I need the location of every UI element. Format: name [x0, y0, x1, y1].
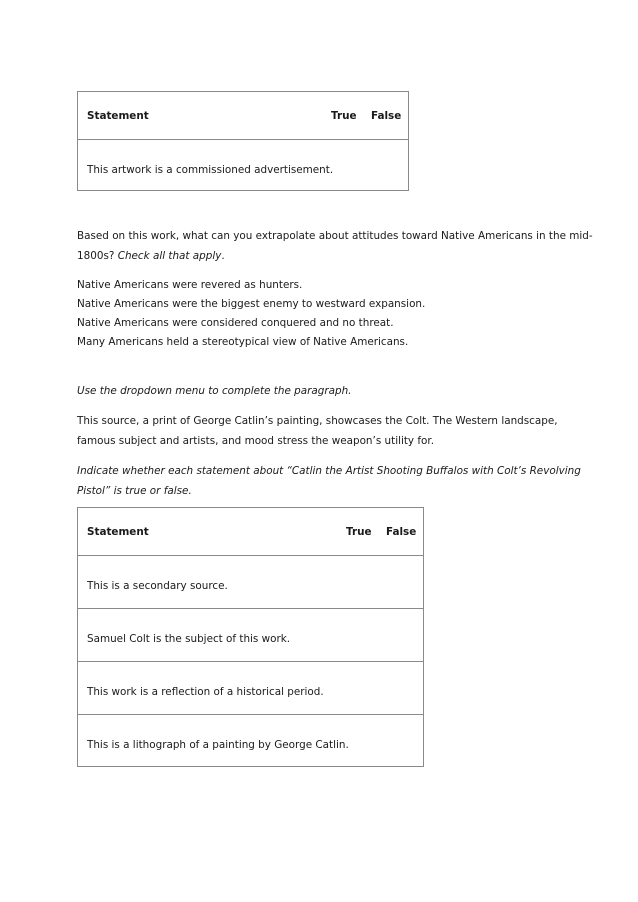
statement-table-1 [77, 91, 409, 191]
statement-text: This is a secondary source. [87, 580, 228, 592]
answer-option[interactable]: Native Americans were the biggest enemy to westward expansion. [77, 298, 426, 310]
answer-option[interactable]: Native Americans were revered as hunters. [77, 279, 303, 291]
statement-header: Statement [87, 110, 149, 122]
table-header-row [78, 508, 423, 555]
paragraph-line-2: famous subject and artists, and mood stress the weapon’s utility for. [77, 435, 435, 447]
table-header-row [78, 92, 408, 139]
answer-option[interactable]: Many Americans held a stereotypical view of Native Americans. [77, 336, 409, 348]
true-header: True [331, 110, 357, 122]
table-row[interactable] [78, 555, 423, 608]
table-row[interactable] [78, 139, 408, 191]
true-header: True [346, 526, 372, 538]
false-header: False [371, 110, 402, 122]
statement-table-2 [77, 507, 424, 767]
answer-option[interactable]: Native Americans were considered conquered and no threat. [77, 317, 394, 329]
statement-text: Samuel Colt is the subject of this work. [87, 633, 291, 645]
period: . [221, 250, 225, 262]
question-prompt-line-1: Based on this work, what can you extrapolate about attitudes toward Native Americans in the mid- [77, 230, 593, 242]
table-row[interactable] [78, 661, 423, 714]
statement-text: This is a lithograph of a painting by George Catlin. [87, 739, 349, 751]
statement-text: This work is a reflection of a historical period. [87, 686, 324, 698]
question-prompt-line-2 [77, 250, 225, 262]
true-false-instruction-line-2: Pistol” is true or false. [77, 485, 192, 497]
question-prompt-text: 1800s? [77, 250, 115, 262]
paragraph-line-1: This source, a print of George Catlin’s painting, showcases the Colt. The Western landscape, [77, 415, 558, 427]
table-row[interactable] [78, 608, 423, 661]
false-header: False [386, 526, 417, 538]
dropdown-instruction: Use the dropdown menu to complete the paragraph. [77, 385, 352, 397]
statement-header: Statement [87, 526, 149, 538]
true-false-instruction-line-1: Indicate whether each statement about “Catlin the Artist Shooting Buffalos with Colt’s Revolving [77, 465, 581, 477]
statement-text: This artwork is a commissioned advertisement. [87, 164, 334, 176]
table-row[interactable] [78, 714, 423, 766]
question-prompt-instruction: Check all that apply [117, 250, 222, 262]
